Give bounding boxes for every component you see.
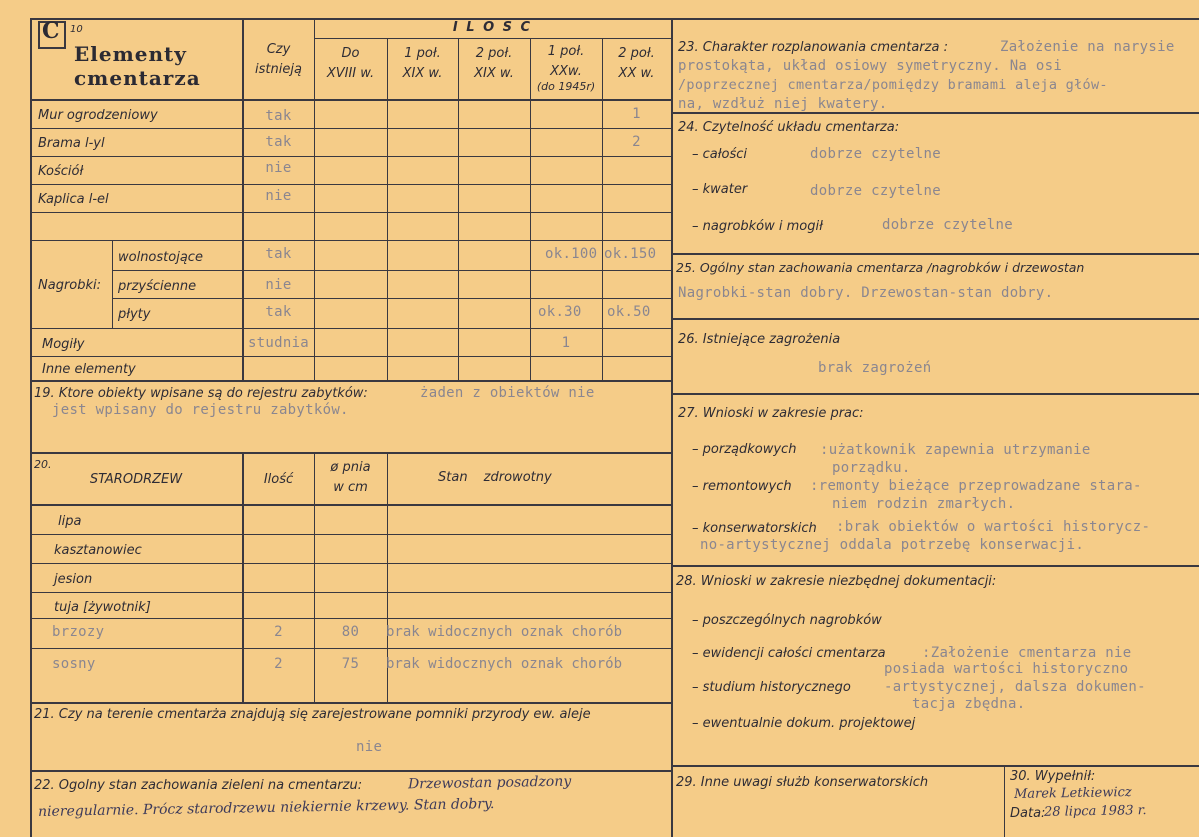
q19-answer-line2: jest wpisany do rejestru zabytków. xyxy=(52,402,349,418)
q23-line4: na, wzdłuż niej kwatery. xyxy=(678,96,888,112)
header-c3c: (do 1945r) xyxy=(536,80,596,93)
section-line xyxy=(671,393,1199,395)
table-line xyxy=(30,240,671,241)
section-line xyxy=(30,452,671,454)
title-line2: cmentarza xyxy=(74,66,201,90)
nagrobki-label: Nagrobki: xyxy=(38,278,102,293)
header-c1a: 1 poł. xyxy=(404,46,441,61)
row-label: Kościół xyxy=(38,164,84,179)
table-line xyxy=(314,38,671,39)
section-line xyxy=(1004,765,1005,837)
q27-porz-value1: :użatkownik zapewnia utrzymanie xyxy=(820,442,1091,458)
q24-nagrobkow: nagrobków i mogił xyxy=(702,219,823,234)
q27-rem-value2: niem rodzin zmarłych. xyxy=(832,496,1016,512)
row-label: Kaplica l-el xyxy=(38,192,109,207)
title-line1: Elementy xyxy=(74,42,187,66)
row-count: ok.100 xyxy=(545,246,598,262)
q26-label: 26. Istniejące zagrożenia xyxy=(678,332,841,347)
q23-line2: prostokąta, układ osiowy symetryczny. Na osi xyxy=(678,58,1063,74)
tree-row-stan: brak widocznych oznak chorób xyxy=(386,624,623,640)
row-count: 1 xyxy=(561,335,571,351)
table-line xyxy=(30,328,671,329)
tree-row-label: kasztanowiec xyxy=(54,543,142,558)
q24-label: 24. Czytelność układu cmentarza: xyxy=(678,120,900,135)
table-line xyxy=(112,240,113,328)
section-line xyxy=(671,112,1199,114)
table-line xyxy=(30,212,671,213)
tree-row-label: lipa xyxy=(58,514,82,529)
q30-date-label: Data: xyxy=(1010,806,1046,821)
q25-answer: Nagrobki-stan dobry. Drzewostan-stan dobry. xyxy=(678,285,1054,301)
q27-kons-label: – konserwatorskich xyxy=(692,521,817,536)
q28-a: poszczególnych nagrobków xyxy=(702,613,882,628)
q27-rem-value1: :remonty bieżące przeprowadzane stara- xyxy=(810,478,1142,494)
q29-label: 29. Inne uwagi służb konserwatorskich xyxy=(676,775,929,790)
q20-header-ilosc: Ilość xyxy=(263,472,294,487)
table-line xyxy=(30,156,671,157)
q24-nagrobkow-value: dobrze czytelne xyxy=(882,217,1013,233)
q25-label: 25. Ogólny stan zachowania cmentarza /nagrobków i drzewostan xyxy=(676,260,1085,275)
q28-d-label: – ewentualnie dokum. projektowej xyxy=(692,716,916,731)
row-czy: nie xyxy=(265,277,292,293)
q30-date: 28 lipca 1983 r. xyxy=(1043,803,1147,820)
q21-label: 21. Czy na terenie cmentarża znajdują się zarejestrowane pomniki przyrody ew. aleje xyxy=(34,707,591,722)
row-count: ok.30 xyxy=(538,304,582,320)
q27-kons-value1: :brak obiektów o wartości historycz- xyxy=(836,519,1151,535)
q20-header-starodrzew: STARODRZEW xyxy=(89,472,183,487)
row-label: Brama l-yl xyxy=(38,136,105,151)
section-number: 10 xyxy=(70,24,83,35)
row-label: wolnostojące xyxy=(118,250,203,265)
q28-c-label: – studium historycznego xyxy=(692,680,851,695)
q28-b: ewidencji całości cmentarza xyxy=(702,646,886,661)
q20-header-fi-b: w cm xyxy=(333,480,368,495)
q28-value2: posiada wartości historyczno xyxy=(884,661,1129,677)
row-count: ok.150 xyxy=(604,246,657,262)
row-czy: tak xyxy=(265,304,292,320)
q28-b-label: – ewidencji całości cmentarza xyxy=(692,646,886,661)
q23-label: 23. Charakter rozplanowania cmentarza : xyxy=(678,40,948,55)
q27-rem-label: – remontowych xyxy=(692,479,792,494)
q27-porz-label: – porządkowych xyxy=(692,442,797,457)
row-czy: studnia xyxy=(247,335,310,351)
q28-a-label: – poszczególnych nagrobków xyxy=(692,613,882,628)
q27-rem: remontowych xyxy=(702,479,792,494)
tree-row-fi: 80 xyxy=(341,624,360,640)
section-mark: C xyxy=(42,18,61,44)
header-do: Do xyxy=(341,46,360,61)
header-c1b: XIX w. xyxy=(402,66,443,81)
row-label: Inne elementy xyxy=(42,362,136,377)
section-line xyxy=(671,565,1199,567)
q30-label: 30. Wypełnił: xyxy=(1010,769,1096,784)
table-line xyxy=(112,298,671,299)
q23-line3: /poprzecznej cmentarza/pomiędzy bramami aleja głów- xyxy=(678,77,1108,93)
header-c3a: 1 poł. xyxy=(547,44,585,59)
tree-row-stan: brak widocznych oznak chorób xyxy=(386,656,623,672)
section-line xyxy=(671,765,1199,767)
q21-answer: nie xyxy=(356,739,383,755)
q27-kons: konserwatorskich xyxy=(702,521,817,536)
q27-label: 27. Wnioski w zakresie prac: xyxy=(678,406,864,421)
row-count: ok.50 xyxy=(607,304,651,320)
q27-porz-value2: porządku. xyxy=(832,460,911,476)
q27-porz: porządkowych xyxy=(702,442,797,457)
q28-d: ewentualnie dokum. projektowej xyxy=(702,716,916,731)
q24-calosci: całości xyxy=(702,147,747,162)
q22-handwriting-line2: nieregularnie. Prócz starodrzewu niekiernie krzewy. Stan dobry. xyxy=(37,796,495,820)
q24-kwater: kwater xyxy=(702,182,748,197)
tree-row-label: sosny xyxy=(52,656,96,672)
table-line xyxy=(30,184,671,185)
q22-handwriting-line1: Drzewostan posadzony xyxy=(407,773,572,793)
q28-value4: tacja zbędna. xyxy=(912,696,1026,712)
tree-row-label: brzozy xyxy=(52,624,105,640)
table-line xyxy=(112,270,671,271)
header-c2b: XIX w. xyxy=(474,66,514,81)
q28-value1: :Założenie cmentarza nie xyxy=(922,645,1132,661)
section-line xyxy=(671,253,1199,255)
tree-row-ilosc: 2 xyxy=(274,656,283,672)
q22-label: 22. Ogolny stan zachowania zieleni na cmentarzu: xyxy=(34,778,363,793)
q24-calosci-label: – całości xyxy=(692,147,747,162)
row-label: płyty xyxy=(118,307,151,322)
table-line xyxy=(30,592,671,593)
row-czy: nie xyxy=(265,160,292,176)
row-czy: tak xyxy=(265,134,292,150)
q19-answer-line1: żaden z obiektów nie xyxy=(420,385,595,401)
q26-answer: brak zagrożeń xyxy=(818,360,932,376)
q20-header-fi-a: ø pnia xyxy=(330,460,371,475)
header-c2a: 2 poł. xyxy=(475,46,513,61)
section-line xyxy=(671,318,1199,320)
table-line xyxy=(30,99,671,101)
q28-c: studium historycznego xyxy=(702,680,851,695)
q30-name: Marek Letkiewicz xyxy=(1013,784,1132,803)
q23-line1: Założenie na narysie xyxy=(1000,39,1175,55)
tree-row-fi: 75 xyxy=(341,656,360,672)
frame-left xyxy=(30,18,32,837)
q24-calosci-value: dobrze czytelne xyxy=(810,146,941,162)
q28-label: 28. Wnioski w zakresie niezbędnej dokumentacji: xyxy=(676,574,997,589)
header-czy: Czy xyxy=(266,42,291,57)
q20-header-stan: Stan zdrowotny xyxy=(438,470,552,485)
header-c4b: XX w. xyxy=(618,66,655,81)
header-ilosc: I L O S C xyxy=(452,20,533,35)
header-xviii: XVIII w. xyxy=(326,66,375,81)
table-line xyxy=(30,618,671,619)
row-label: Mur ogrodzeniowy xyxy=(38,108,158,123)
q24-nagrobkow-label: – nagrobków i mogił xyxy=(692,219,823,234)
header-c4a: 2 poł. xyxy=(618,46,655,61)
q19-label: 19. Ktore obiekty wpisane są do rejestru zabytków: xyxy=(34,386,368,401)
table-line xyxy=(30,356,671,357)
row-label: Mogiły xyxy=(42,337,85,352)
tree-row-label: jesion xyxy=(54,572,93,587)
table-line xyxy=(30,380,671,382)
row-czy: tak xyxy=(265,246,292,262)
table-line xyxy=(30,504,671,506)
row-label: przyścienne xyxy=(118,279,197,294)
header-istnieja: istnieją xyxy=(255,62,302,77)
section-line xyxy=(30,770,671,772)
table-line xyxy=(30,128,671,129)
table-line xyxy=(30,702,671,704)
row-count: 2 xyxy=(632,134,641,150)
tree-row-label: tuja [żywotnik] xyxy=(54,600,151,615)
table-line xyxy=(30,648,671,649)
q27-kons-value2: no-artystycznej oddala potrzebę konserwacji. xyxy=(700,537,1085,553)
row-count: 1 xyxy=(632,106,641,122)
header-c3b: XXw. xyxy=(550,64,582,79)
table-line xyxy=(30,563,671,564)
row-czy: nie xyxy=(265,188,292,204)
table-line xyxy=(30,534,671,535)
tree-row-ilosc: 2 xyxy=(274,624,283,640)
q24-kwater-label: – kwater xyxy=(692,182,748,197)
q20-number: 20. xyxy=(34,458,52,471)
q28-value3: -artystycznej, dalsza dokumen- xyxy=(884,679,1146,695)
q24-kwater-value: dobrze czytelne xyxy=(810,183,941,199)
row-czy: tak xyxy=(265,108,292,124)
column-divider xyxy=(671,18,673,837)
